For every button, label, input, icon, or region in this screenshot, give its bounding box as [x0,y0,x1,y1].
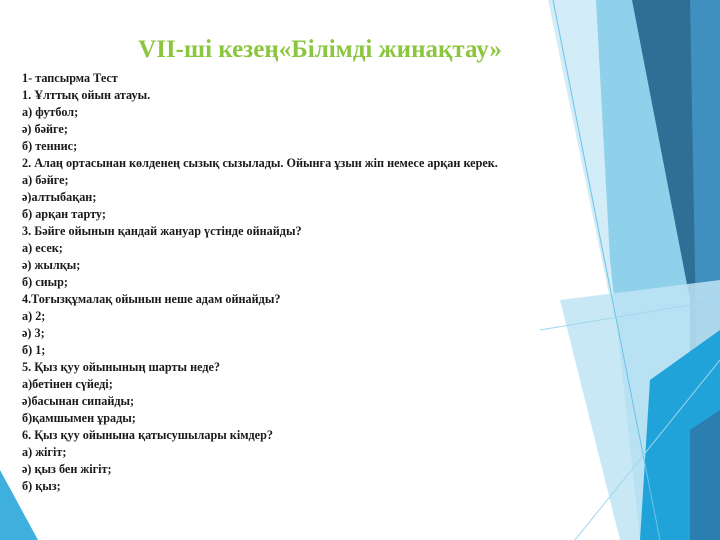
text-line: б) 1; [22,343,46,357]
text-line: 1- тапсырма Тест [22,71,118,85]
text-line: а) 2; [22,309,46,323]
text-line: а)бетінен сүйеді; [22,377,113,391]
text-line: б) арқан тарту; [22,207,106,221]
text-line: б) сиыр; [22,275,68,289]
text-line: 1. Ұлттық ойын атауы. [22,88,151,102]
text-line: а) жігіт; [22,445,67,459]
text-line: 5. Қыз қуу ойынының шарты неде? [22,360,221,374]
text-line: ә) бәйге; [22,122,68,136]
text-line: а) футбол; [22,105,79,119]
text-line: ә) қыз бен жігіт; [22,462,112,476]
text-line: 6. Қыз қуу ойынына қатысушылары кімдер? [22,428,273,442]
text-line: б) қыз; [22,479,61,493]
text-line: б) теннис; [22,139,78,153]
text-line: 2. Алаң ортасынан көлденең сызық сызылады. Ойынға ұзын жіп немесе арқан керек. [22,156,498,170]
text-line: ә)алтыбақан; [22,190,97,204]
text-line: 4.Тоғызқұмалақ ойынын неше адам ойнайды? [22,292,281,306]
text-line: ә)басынан сипайды; [22,394,135,408]
test-questions [22,70,622,495]
text-line: а) бәйге; [22,173,69,187]
text-line: б)қамшымен ұрады; [22,411,136,425]
decor-shard-teal [690,410,720,540]
text-line: 3. Бәйге ойынын қандай жануар үстінде ойнайды? [22,224,302,238]
slide-title: VII-ші кезең«Білімді жинақтау» [138,36,502,63]
text-line: ә) жылқы; [22,258,81,272]
text-line: а) есек; [22,241,63,255]
text-line: ә) 3; [22,326,45,340]
